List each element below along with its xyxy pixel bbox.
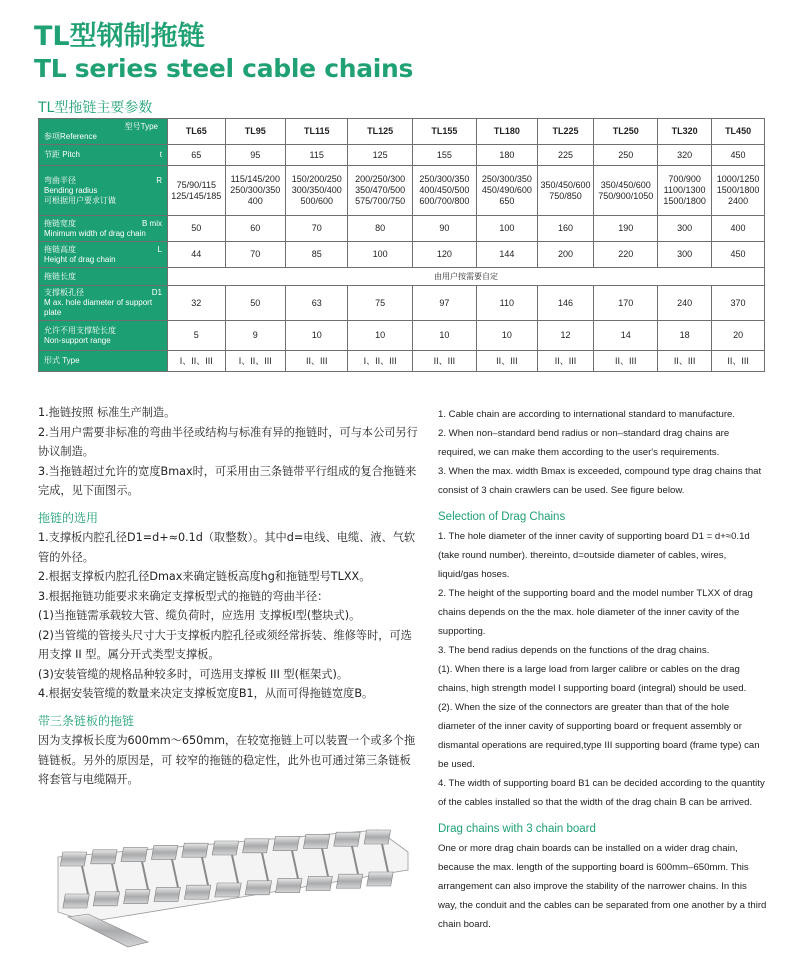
drag-chain-illustration [48, 822, 418, 952]
row-header: B mix 拖链宽度 Minimum width of drag chain [39, 216, 168, 242]
chain-link [93, 892, 119, 906]
table-cell: 80 [348, 216, 412, 242]
row-header: R 弯曲半径 Bending radius 可根据用户要求订做 [39, 166, 168, 216]
table-cell: II、III [658, 351, 712, 372]
table-cell: 1000/1250 1500/1800 2400 [712, 166, 765, 216]
table-cell: 9 [225, 321, 285, 351]
table-cell: 115/145/200 250/300/350 400 [225, 166, 285, 216]
chain-link [364, 830, 390, 844]
sel-en-2: 2. The height of the supporting board and the model number TLXX of drag chains depends on the the max. hole diameter of the inner cavity of the supporting. [438, 588, 753, 637]
three-en-text: One or more drag chain boards can be installed on a wider drag chain, because the max. length of the supporting board is 600mm–650mm. This arrangement can also improve the stability of the narrower chains. In this way, the conduit and the cables can be separated from one another by a third chain board. [438, 843, 767, 930]
table-cell: 160 [537, 216, 594, 242]
sel-cn-4: (1)当拖链需承载较大管、缆负荷时，应选用 支撑板I型(整块式)。 [38, 609, 361, 622]
table-cell: 190 [594, 216, 658, 242]
table-cell: 20 [712, 321, 765, 351]
note-cn-3: 3.当拖链超过允许的宽度Bmax时，可采用由三条链带平行组成的复合拖链来完成，见下面图示。 [38, 464, 417, 497]
row-header: L 拖链高度 Height of drag chain [39, 242, 168, 268]
model-header: TL65 [168, 119, 226, 145]
table-cell: 200/250/300 350/470/500 575/700/750 [348, 166, 412, 216]
table-cell: II、III [594, 351, 658, 372]
table-cell: 450 [712, 145, 765, 166]
table-cell: 180 [477, 145, 538, 166]
chain-link [124, 890, 150, 904]
sel-en-3: 3. The bend radius depends on the functions of the drag chains. [438, 645, 710, 656]
table-cell: 70 [225, 242, 285, 268]
table-cell-span: 由用户按需要自定 [168, 268, 765, 286]
sel-cn-6: (3)安装管缆的规格品种较多时，可选用支撑板 III 型(框架式)。 [38, 667, 349, 681]
notes-en [438, 405, 768, 934]
table-cell: 125 [348, 145, 412, 166]
sel-en-6: 4. The width of supporting board B1 can be decided according to the quantity of the cables installed so that the width of the drag chain B can be arrived. [438, 778, 765, 808]
sel-cn-7: 4.根据安装管缆的数量来决定支撑板宽度B1，从而可得拖链宽度B。 [38, 687, 374, 700]
table-cell: 350/450/600 750/850 [537, 166, 594, 216]
sel-en-1: 1. The hole diameter of the inner cavity of supporting board D1 = d+≈0.1d (take round number). thereinto, d=outside diameter of cables, wires, liquid/gas hoses. [438, 531, 750, 580]
chain-link [91, 850, 117, 864]
table-cell: 250 [594, 145, 658, 166]
table-cell: 320 [658, 145, 712, 166]
table-cell: 300 [658, 242, 712, 268]
table-cell: 5 [168, 321, 226, 351]
table-cell: 14 [594, 321, 658, 351]
sel-en-4: (1). When there is a large load from larger calibre or cables on the drag chains, high strength model I supporting board (integral) should be used. [438, 664, 747, 694]
table-cell: 75/90/115 125/145/185 [168, 166, 226, 216]
table-cell: 150/200/250 300/350/400 500/600 [286, 166, 348, 216]
table-cell: 240 [658, 286, 712, 321]
note-en-2: 2. When non–standard bend radius or non–standard drag chains are required, we can make them according to the user's requirements. [438, 428, 730, 458]
table-title: TL型拖链主要参数 [38, 100, 153, 116]
chain-link [306, 876, 332, 890]
row-header: 允许不用支撑轮长度 Non-support range [39, 321, 168, 351]
table-cell: 100 [348, 242, 412, 268]
sel-cn-1: 1.支撑板内腔孔径D1=d+≈0.1d（取整数）。其中d=电线、电缆、液、气软管的外径。 [38, 531, 416, 564]
chain-link [151, 845, 177, 859]
table-cell: 97 [412, 286, 476, 321]
chain-link [303, 834, 329, 848]
sel-cn-3: 3.根据拖链功能要求来确定支撑板型式的拖链的弯曲半径： [38, 589, 329, 603]
model-header: TL125 [348, 119, 412, 145]
chain-link [336, 874, 362, 888]
table-cell: 400 [712, 216, 765, 242]
table-cell: 100 [477, 216, 538, 242]
table-cell: 10 [477, 321, 538, 351]
table-cell: 32 [168, 286, 226, 321]
table-cell: 170 [594, 286, 658, 321]
row-header: 形式 Type [39, 351, 168, 372]
table-cell: II、III [477, 351, 538, 372]
table-cell: II、III [537, 351, 594, 372]
table-cell: 155 [412, 145, 476, 166]
table-cell: II、III [712, 351, 765, 372]
table-cell: I、II、III [348, 351, 412, 372]
row-header: D1 支撑板孔径 M ax. hole diameter of support plate [39, 286, 168, 321]
table-cell: 146 [537, 286, 594, 321]
table-cell: 65 [168, 145, 226, 166]
three-cn-text: 因为支撑板长度为600mm～650mm，在较宽拖链上可以装置一个或多个拖链链板。另外的原因是，可 较窄的拖链的稳定性，此外也可通过第三条链板将套管与电缆隔开。 [38, 734, 416, 786]
title-cn: TL型钢制拖链 [34, 21, 205, 52]
model-header: TL250 [594, 119, 658, 145]
table-cell: 12 [537, 321, 594, 351]
table-cell: 450 [712, 242, 765, 268]
section-title-selection-cn: 拖链的选用 [38, 510, 99, 525]
note-cn-2: 2.当用户需要非标准的弯曲半径或结构与标准有异的拖链时，可与本公司另行协议制造。 [38, 425, 418, 458]
chain-link [245, 881, 271, 895]
chain-link [273, 837, 299, 851]
chain-link [184, 885, 210, 899]
table-cell: I、II、III [225, 351, 285, 372]
notes-cn [38, 403, 418, 790]
table-cell: 350/450/600 750/900/1050 [594, 166, 658, 216]
table-cell: 250/300/350 400/450/500 600/700/800 [412, 166, 476, 216]
chain-link [212, 841, 238, 855]
sel-en-5: (2). When the size of the connectors are greater than that of the hole diameter of the inner cavity of supporting board or frequent assembly or dismantal operations are required,type III supporting board (frame type) can be used. [438, 702, 760, 770]
note-en-3: 3. When the max. width Bmax is exceeded, compound type drag chains that consist of 3 chain crawlers can be used. See figure below. [438, 466, 762, 496]
table-cell: 90 [412, 216, 476, 242]
sel-cn-5: (2)当管缆的管接头尺寸大于支撑板内腔孔径或须经常拆装、维修等时，可选用支撑 II 型。属分开式类型支撑板。 [38, 628, 412, 661]
table-cell: 85 [286, 242, 348, 268]
chain-link [182, 843, 208, 857]
table-cell: 10 [412, 321, 476, 351]
title-en: TL series steel cable chains [34, 54, 414, 83]
table-cell: 700/900 1100/1300 1500/1800 [658, 166, 712, 216]
section-title-selection-en: Selection of Drag Chains [438, 511, 566, 523]
table-cell: 110 [477, 286, 538, 321]
table-cell: 63 [286, 286, 348, 321]
chain-link [243, 839, 269, 853]
table-cell: 95 [225, 145, 285, 166]
params-table [38, 118, 765, 372]
sel-cn-2: 2.根据支撑板内腔孔径Dmax来确定链板高度hg和拖链型号TLXX。 [38, 570, 371, 583]
note-en-1: 1. Cable chain are according to international standard to manufacture. [438, 409, 736, 420]
table-cell: 44 [168, 242, 226, 268]
table-cell: 370 [712, 286, 765, 321]
table-cell: 60 [225, 216, 285, 242]
model-header: TL95 [225, 119, 285, 145]
model-header: TL155 [412, 119, 476, 145]
table-cell: 70 [286, 216, 348, 242]
row-header: t 节距 Pitch [39, 145, 168, 166]
chain-link [60, 852, 86, 866]
table-cell: 10 [348, 321, 412, 351]
section-title-three-cn: 带三条链板的拖链 [38, 713, 135, 728]
table-cell: II、III [286, 351, 348, 372]
table-corner: 型号Type 参项Reference [39, 119, 168, 145]
table-cell: 50 [168, 216, 226, 242]
chain-link [334, 832, 360, 846]
table-cell: II、III [412, 351, 476, 372]
table-cell: 10 [286, 321, 348, 351]
model-header: TL115 [286, 119, 348, 145]
table-cell: 200 [537, 242, 594, 268]
chain-link [121, 848, 147, 862]
chain-link [63, 894, 89, 908]
section-title-three-en: Drag chains with 3 chain board [438, 823, 596, 835]
table-cell: 18 [658, 321, 712, 351]
table-cell: 50 [225, 286, 285, 321]
model-header: TL180 [477, 119, 538, 145]
table-cell: 115 [286, 145, 348, 166]
model-header: TL450 [712, 119, 765, 145]
chain-link [215, 883, 241, 897]
table-cell: 75 [348, 286, 412, 321]
chain-link [276, 879, 302, 893]
table-cell: 225 [537, 145, 594, 166]
model-header: TL320 [658, 119, 712, 145]
chain-link [367, 872, 393, 886]
table-cell: 220 [594, 242, 658, 268]
chain-link [154, 887, 180, 901]
table-cell: 144 [477, 242, 538, 268]
table-cell: 250/300/350 450/490/600 650 [477, 166, 538, 216]
table-cell: 120 [412, 242, 476, 268]
table-cell: I、II、III [168, 351, 226, 372]
model-header: TL225 [537, 119, 594, 145]
table-cell: 300 [658, 216, 712, 242]
row-header: 拖链长度 [39, 268, 168, 286]
note-cn-1: 1.拖链按照 标准生产制造。 [38, 406, 176, 419]
